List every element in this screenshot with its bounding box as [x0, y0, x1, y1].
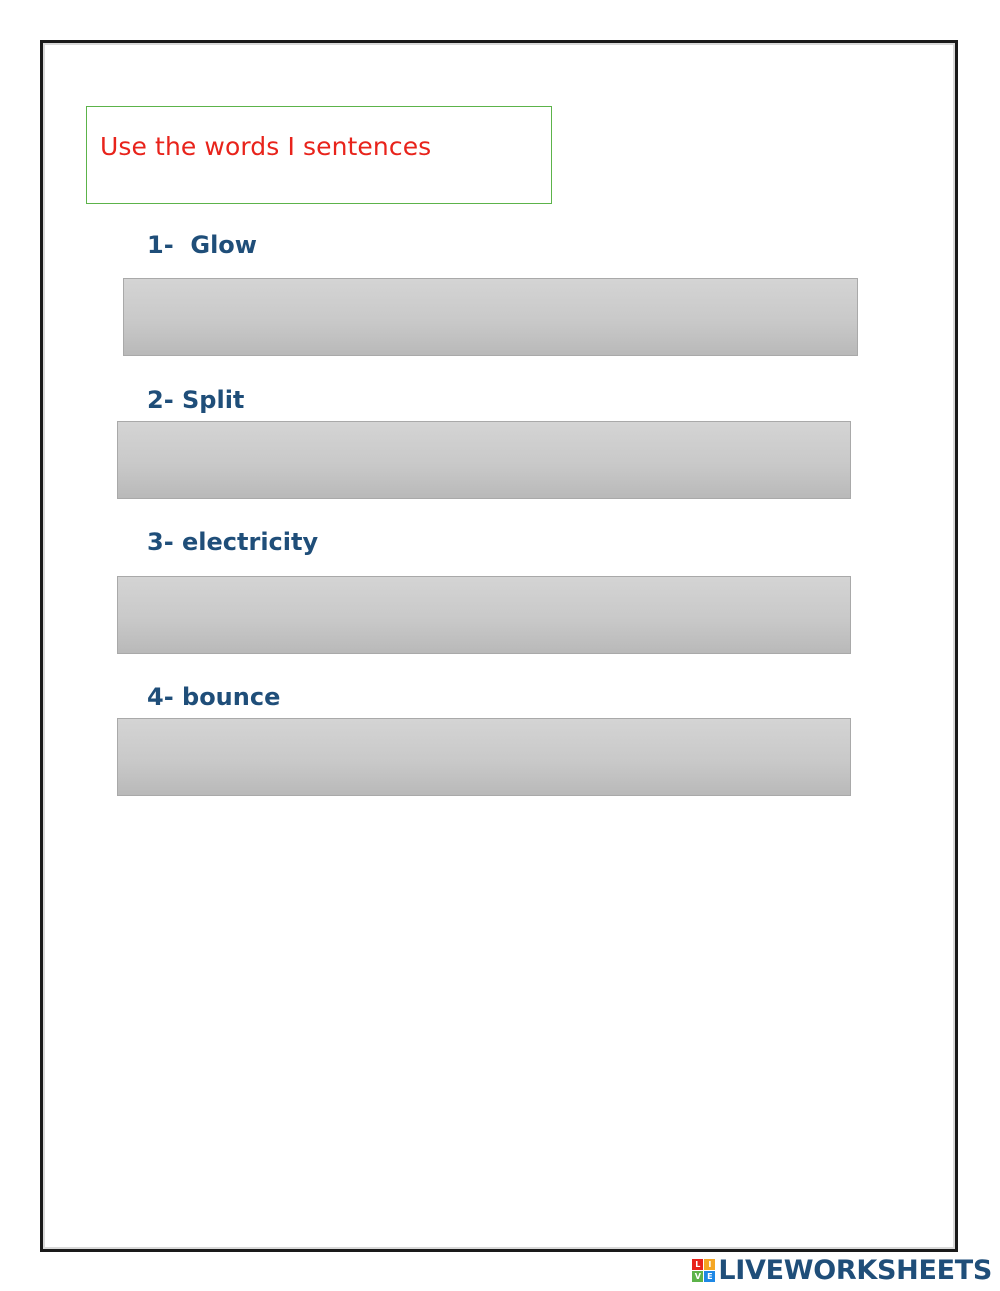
- answer-field-2[interactable]: [117, 421, 851, 499]
- instruction-text: Use the words I sentences: [100, 132, 432, 161]
- instruction-box: [86, 106, 552, 204]
- answer-field-4[interactable]: [117, 718, 851, 796]
- question-label-4: 4- bounce: [147, 683, 281, 711]
- logo-text: LIVEWORKSHEETS: [718, 1254, 992, 1286]
- question-label-2: 2- Split: [147, 386, 245, 414]
- question-label-1: 1- Glow: [147, 231, 257, 259]
- answer-field-1[interactable]: [123, 278, 858, 356]
- answer-field-3[interactable]: [117, 576, 851, 654]
- liveworksheets-logo-icon: L I V E: [692, 1259, 715, 1282]
- liveworksheets-logo: [692, 1255, 992, 1285]
- question-label-3: 3- electricity: [147, 528, 319, 556]
